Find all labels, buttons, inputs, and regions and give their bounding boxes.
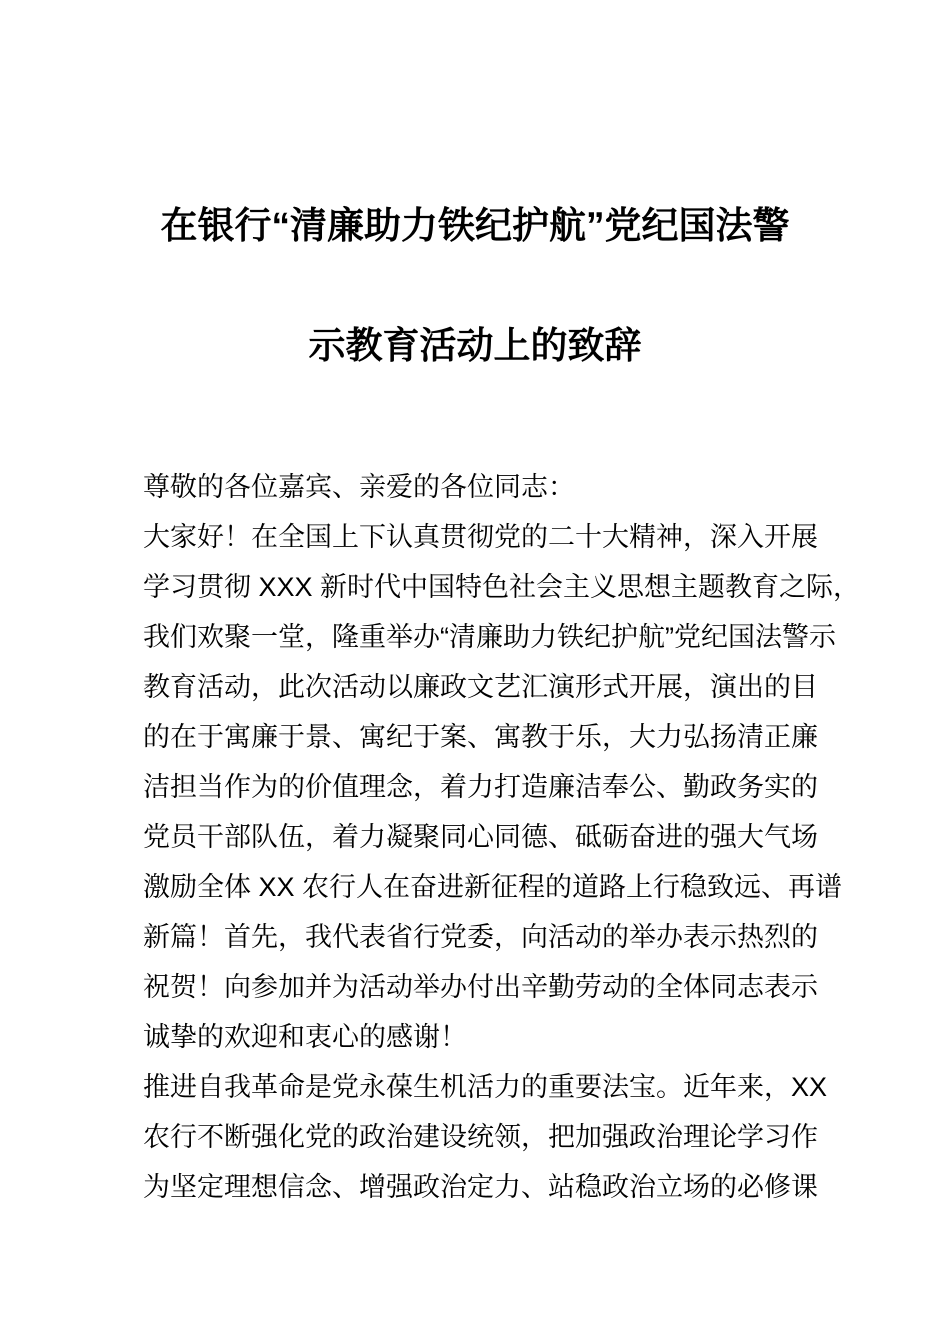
body-text-line: 为坚定理想信念、增强政治定力、站稳政治立场的必修课: [143, 1172, 818, 1202]
title-line: 在银行“清廉助力铁纪护航”党纪国法警: [160, 205, 790, 246]
body-text-line: 推进自我革命是党永葆生机活力的重要法宝。近年来，XX: [143, 1072, 828, 1102]
body-text-line: 我们欢聚一堂，隆重举办“清廉助力铁纪护航”党纪国法警示: [143, 622, 836, 652]
body-text-line: 诚挚的欢迎和衷心的感谢！: [143, 1022, 467, 1052]
body-text-line: 洁担当作为的价值理念，着力打造廉洁奉公、勤政务实的: [143, 772, 818, 802]
document-body: [143, 462, 861, 1212]
body-text-line: 学习贯彻 XXX 新时代中国特色社会主义思想主题教育之际，: [143, 572, 861, 602]
document-title: [0, 166, 950, 406]
body-text-line: 农行不断强化党的政治建设统领，把加强政治理论学习作: [143, 1122, 818, 1152]
body-text-line: 祝贺！向参加并为活动举办付出辛勤劳动的全体同志表示: [143, 972, 818, 1002]
body-text-line: 的在于寓廉于景、寓纪于案、寓教于乐，大力弘扬清正廉: [143, 722, 818, 752]
title-line: 示教育活动上的致辞: [308, 325, 642, 366]
body-text-line: 党员干部队伍，着力凝聚同心同德、砥砺奋进的强大气场: [143, 822, 818, 852]
body-text-line: 新篇！首先，我代表省行党委，向活动的举办表示热烈的: [143, 922, 818, 952]
body-text-line: 教育活动，此次活动以廉政文艺汇演形式开展，演出的目: [143, 672, 818, 702]
body-text-line: 激励全体 XX 农行人在奋进新征程的道路上行稳致远、再谱: [143, 872, 843, 902]
body-text-line: 尊敬的各位嘉宾、亲爱的各位同志：: [143, 472, 575, 502]
body-text-line: 大家好！在全国上下认真贯彻党的二十大精神，深入开展: [143, 522, 818, 552]
